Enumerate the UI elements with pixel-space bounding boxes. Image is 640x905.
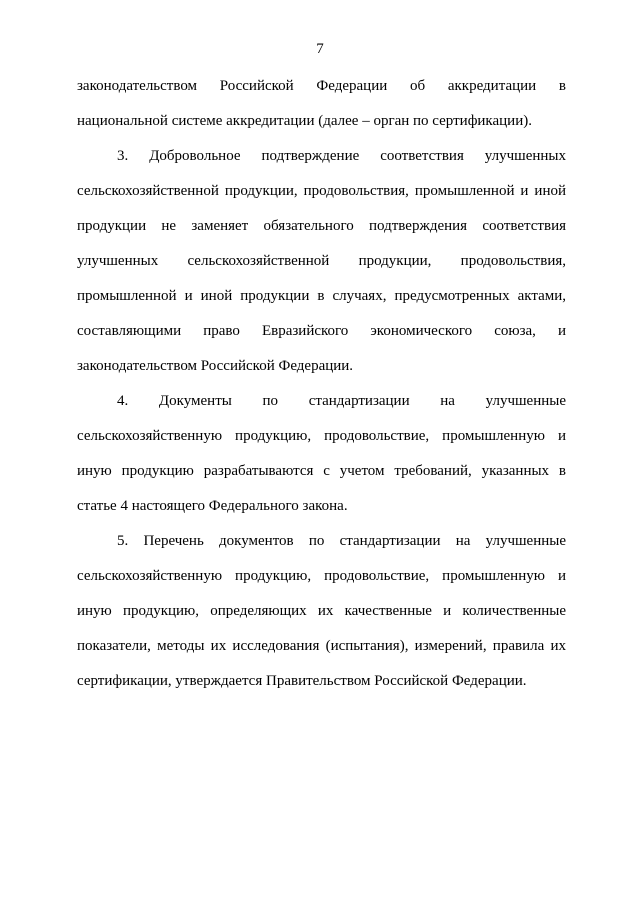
text-line: иную продукцию, определяющих их качественные и количественные (77, 603, 566, 619)
text-line: 3. Добровольное подтверждение соответствия улучшенных (117, 148, 566, 164)
text-line: сельскохозяйственной продукции, продовольствия, промышленной и иной (77, 183, 566, 199)
text-line: сельскохозяйственную продукцию, продовольствие, промышленную и (77, 428, 566, 444)
text-line: законодательством Российской Федерации об аккредитации в (77, 78, 566, 94)
text-line: сельскохозяйственную продукцию, продовольствие, промышленную и (77, 568, 566, 584)
text-line: сертификации, утверждается Правительством Российской Федерации. (77, 673, 527, 689)
text-line: законодательством Российской Федерации. (77, 358, 354, 374)
text-line: иную продукцию разрабатываются с учетом требований, указанных в (77, 463, 566, 479)
text-line: показатели, методы их исследования (испытания), измерений, правила их (77, 638, 566, 654)
text-line: 4. Документы по стандартизации на улучшенные (117, 393, 566, 409)
text-line: составляющими право Евразийского экономического союза, и (77, 323, 566, 339)
text-line: национальной системе аккредитации (далее – орган по сертификации). (77, 113, 532, 129)
text-line: 5. Перечень документов по стандартизации на улучшенные (117, 533, 566, 549)
page-number: 7 (316, 41, 324, 57)
text-line: улучшенных сельскохозяйственной продукции, продовольствия, (77, 253, 566, 269)
text-line: статье 4 настоящего Федерального закона. (77, 498, 348, 514)
text-line: продукции не заменяет обязательного подтверждения соответствия (77, 218, 566, 234)
text-line: промышленной и иной продукции в случаях, предусмотренных актами, (77, 288, 566, 304)
